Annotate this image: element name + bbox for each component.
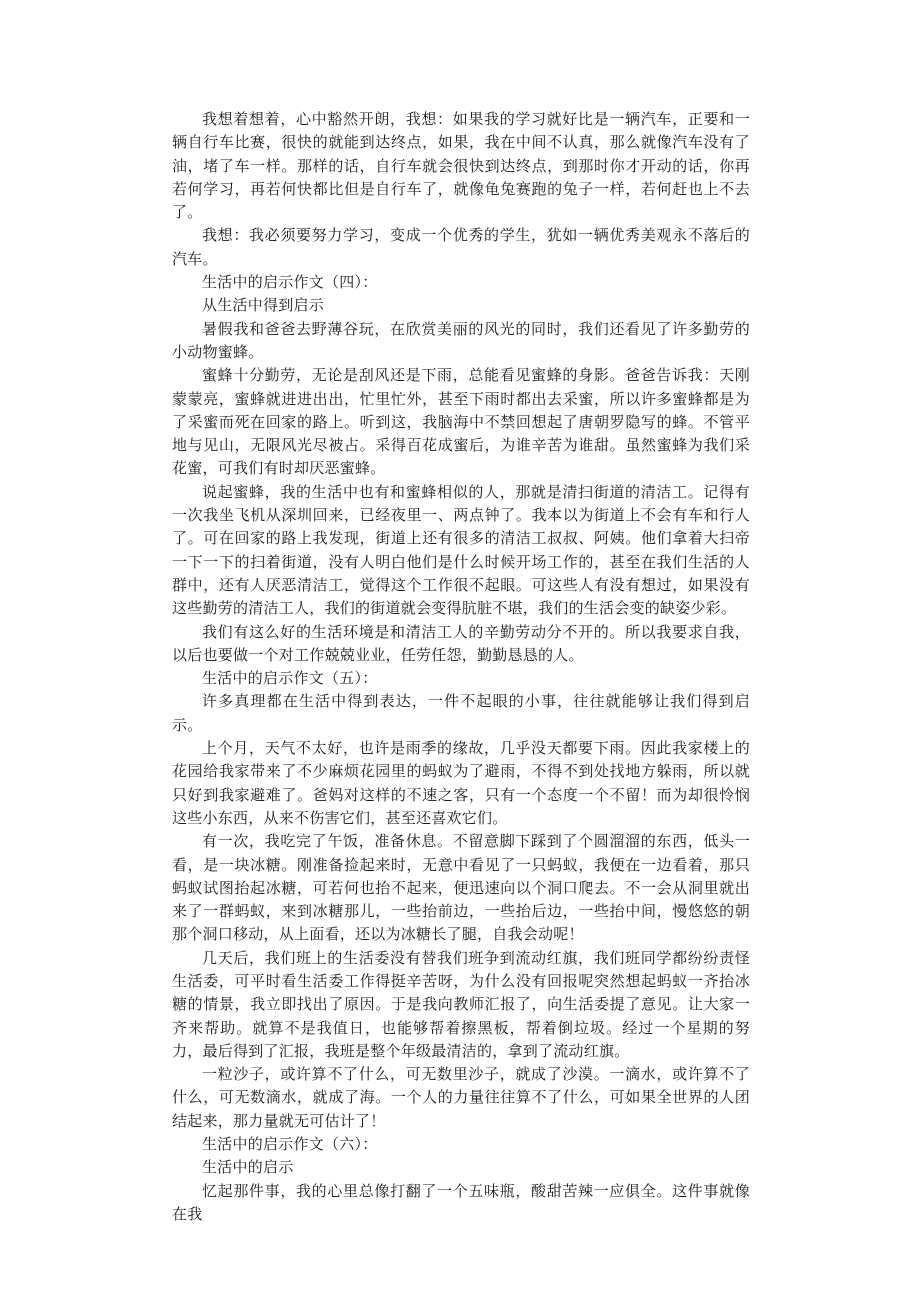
section-heading: 生活中的启示作文（五）： <box>202 669 378 688</box>
paragraph: 我们有这么好的生活环境是和清洁工人的辛勤劳动分不开的。所以我要求自我，以后也要做一个对工作兢兢业业，任劳任怨，勤勤恳恳的人。 <box>172 622 750 664</box>
section-heading: 生活中的启示作文（六）： <box>202 1135 378 1154</box>
paragraph: 上个月，天气不太好，也许是雨季的缘故，几乎没天都要下雨。因此我家楼上的花园给我家带来了不少麻烦花园里的蚂蚁为了避雨，不得不到处找地方躲雨，所以就只好到我家避难了。爸妈对这样的不速之客，只有一个态度一个不留！而为却很怜悯这些小东西，从来不伤害它们，甚至还喜欢它们。 <box>172 739 750 827</box>
paragraph: 许多真理都在生活中得到表达，一件不起眼的小事，往往就能够让我们得到启示。 <box>172 692 750 734</box>
paragraph: 我想：我必须要努力学习，变成一个优秀的学生，犹如一辆优秀美观永不落后的汽车。 <box>172 226 750 268</box>
paragraph: 几天后，我们班上的生活委没有替我们班争到流动红旗，我们班同学都纷纷责怪生活委，可平时看生活委工作得挺辛苦呀，为什么没有回报呢突然想起蚂蚁一齐抬冰糖的情景，我立即找出了原因。于是我向教师汇报了，向生活委提了意见。让大家一齐来帮助。就算不是我值日，也能够帮着擦黑板，帮着倒垃圾。经过一个星期的努力，最后得到了汇报，我班是整个年级最清洁的，拿到了流动红旗。 <box>172 948 750 1060</box>
paragraph: 我想着想着，心中豁然开朗，我想：如果我的学习就好比是一辆汽车，正要和一辆自行车比赛，很快的就能到达终点，如果，我在中间不认真，那么就像汽车没有了油，堵了车一样。那样的话，自行车就会很快到达终点，到那时你才开动的话，你再若何学习，再若何快都比但是自行车了，就像龟兔赛跑的兔子一样，若何赶也上不去了。 <box>172 110 750 222</box>
paragraph: 忆起那件事，我的心里总像打翻了一个五味瓶，酸甜苦辣一应俱全。这件事就像在我 <box>172 1181 750 1223</box>
document-body <box>172 108 750 1226</box>
essay-title: 从生活中得到启示 <box>202 296 325 315</box>
paragraph: 蜜蜂十分勤劳，无论是刮风还是下雨，总能看见蜜蜂的身影。爸爸告诉我：天刚蒙蒙亮，蜜蜂就进进出出，忙里忙外，甚至下雨时都出去采蜜，所以许多蜜蜂都是为了采蜜而死在回家的路上。听到这，我脑海中不禁回想起了唐朝罗隐写的蜂。不管平地与见山，无限风光尽被占。采得百花成蜜后，为谁辛苦为谁甜。虽然蜜蜂为我们采花蜜，可我们有时却厌恶蜜蜂。 <box>172 366 750 478</box>
essay-title: 生活中的启示 <box>202 1158 294 1177</box>
paragraph: 有一次，我吃完了午饭，准备休息。不留意脚下踩到了个圆溜溜的东西，低头一看，是一块冰糖。刚准备捡起来时，无意中看见了一只蚂蚁，我便在一边看着，那只蚂蚁试图抬起冰糖，可若何也抬不起来，便迅速向以个洞口爬去。不一会从洞里就出来了一群蚂蚁，来到冰糖那儿，一些抬前边，一些抬后边，一些抬中间，慢悠悠的朝那个洞口移动，从上面看，还以为冰糖长了腿，自我会动呢！ <box>172 832 750 944</box>
paragraph: 暑假我和爸爸去野薄谷玩，在欣赏美丽的风光的同时，我们还看见了许多勤劳的小动物蜜蜂。 <box>172 319 750 361</box>
paragraph: 一粒沙子，或许算不了什么，可无数里沙子，就成了沙漠。一滴水，或许算不了什么，可无数滴水，就成了海。一个人的力量往往算不了什么，可如果全世界的人团结起来，那力量就无可估计了！ <box>172 1065 750 1130</box>
section-heading: 生活中的启示作文（四）： <box>202 273 378 292</box>
paragraph: 说起蜜蜂，我的生活中也有和蜜蜂相似的人，那就是清扫街道的清洁工。记得有一次我坐飞机从深圳回来，已经夜里一、两点钟了。我本以为街道上不会有车和行人了。可在回家的路上我发现，街道上还有很多的清洁工叔叔、阿姨。他们拿着大扫帝一下一下的扫着街道，没有人明白他们是什么时候开场工作的，甚至在我们生活的人群中，还有人厌恶清洁工，觉得这个工作很不起眼。可这些人有没有想过，如果没有这些勤劳的清洁工人，我们的街道就会变得肮脏不堪，我们的生活会变的缺姿少彩。 <box>172 482 750 618</box>
